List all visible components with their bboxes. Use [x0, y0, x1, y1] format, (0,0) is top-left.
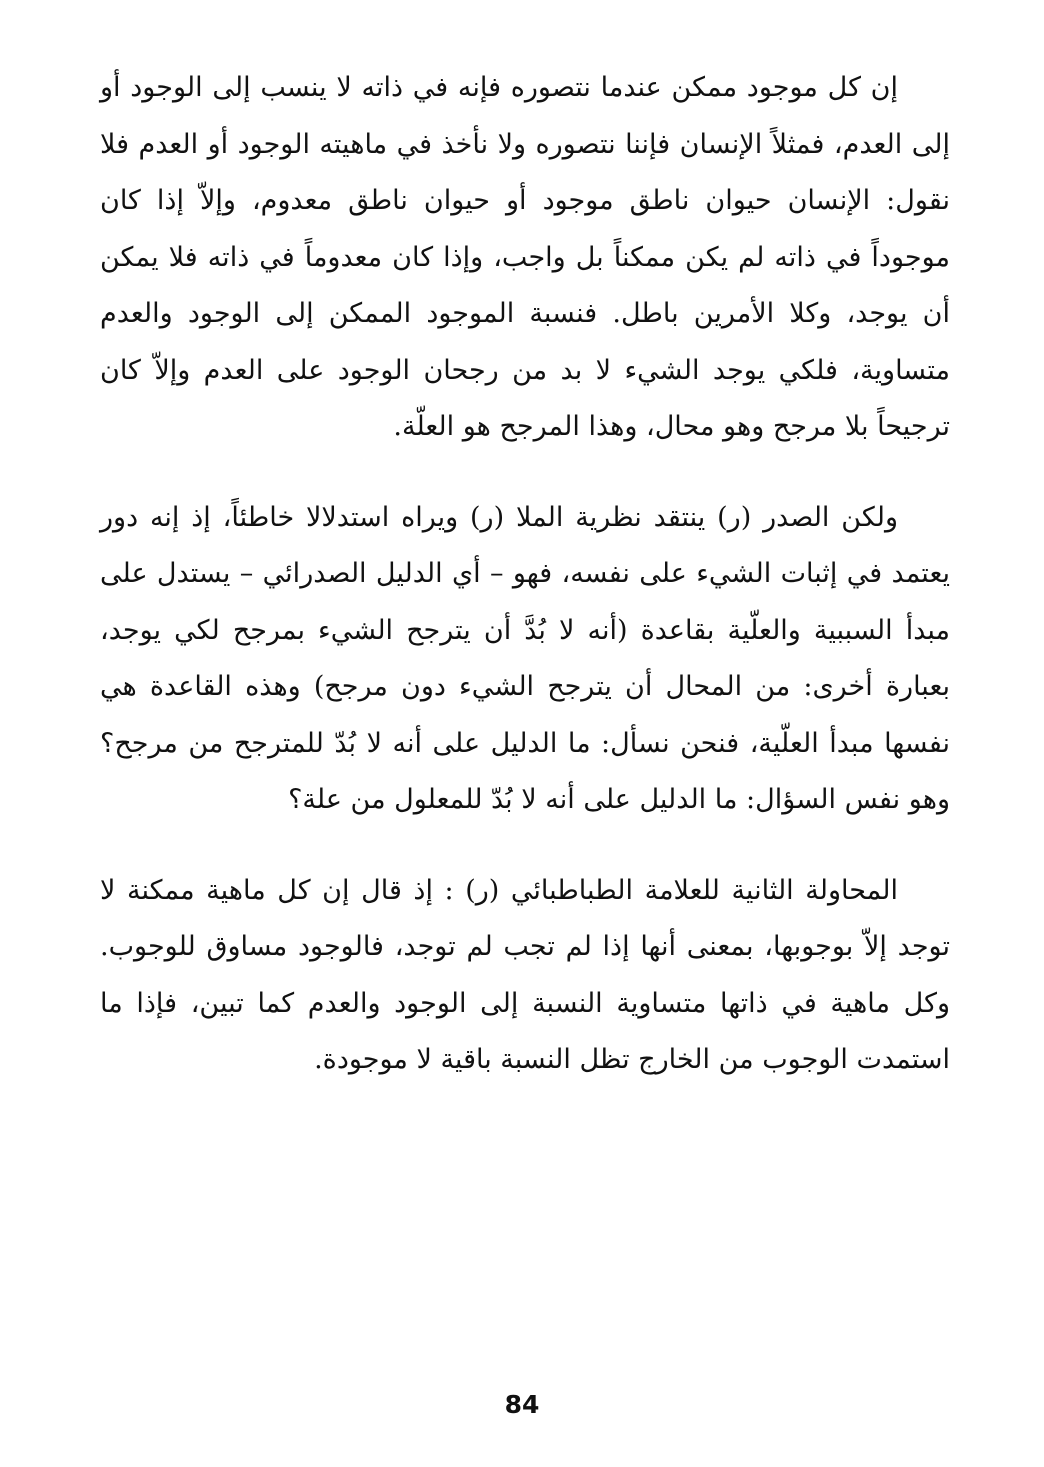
page-number: 84: [504, 1390, 540, 1419]
paragraph-3: [100, 863, 950, 1089]
paragraph-2: [100, 490, 950, 829]
paragraph-2-text: ولكن الصدر (ر) ينتقد نظرية الملا (ر) ويراه استدلالا خاطئاً، إذ إنه دور يعتمد في إثبات الشيء على نفسه، فهو – أي الدليل الصدرائي – يستدل على مبدأ السببية والعلّية بقاعدة (أنه لا بُدَّ أن يترجح الشيء بمرجح لكي يوجد، بعبارة أخرى: من المحال أن يترجح الشيء دون مرجح) وهذه القاعدة هي نفسها مبدأ العلّية، فنحن نسأل: ما الدليل على أنه لا بُدّ للمترجح من مرجح؟ وهو نفس السؤال: ما الدليل على أنه لا بُدّ للمعلول من علة؟: [100, 501, 950, 815]
page-body: [100, 60, 950, 1089]
paragraph-1-text: إن كل موجود ممكن عندما نتصوره فإنه في ذاته لا ينسب إلى الوجود أو إلى العدم، فمثلاً الإنسان فإننا نتصوره ولا نأخذ في ماهيته الوجود أو العدم فلا نقول: الإنسان حيوان ناطق موجود أو حيوان ناطق معدوم، وإلاّ إذا كان موجوداً في ذاته لم يكن ممكناً بل واجب، وإذا كان معدوماً في ذاته فلا يمكن أن يوجد، وكلا الأمرين باطل. فنسبة الموجود الممكن إلى الوجود والعدم متساوية، فلكي يوجد الشيء لا بد من رجحان الوجود على العدم وإلاّ كان ترجيحاً بلا مرجح وهو محال، وهذا المرجح هو العلّة.: [100, 72, 950, 442]
paragraph-1: [100, 60, 950, 456]
paragraph-3-text: المحاولة الثانية للعلامة الطباطبائي (ر) : إذ قال إن كل ماهية ممكنة لا توجد إلاّ بوجوبها، بمعنى أنها إذا لم تجب لم توجد، فالوجود مساوق للوجوب. وكل ماهية في ذاتها متساوية النسبة إلى الوجود والعدم كما تبين، فإذا ما استمدت الوجوب من الخارج تظل النسبة باقية لا موجودة.: [100, 874, 950, 1075]
